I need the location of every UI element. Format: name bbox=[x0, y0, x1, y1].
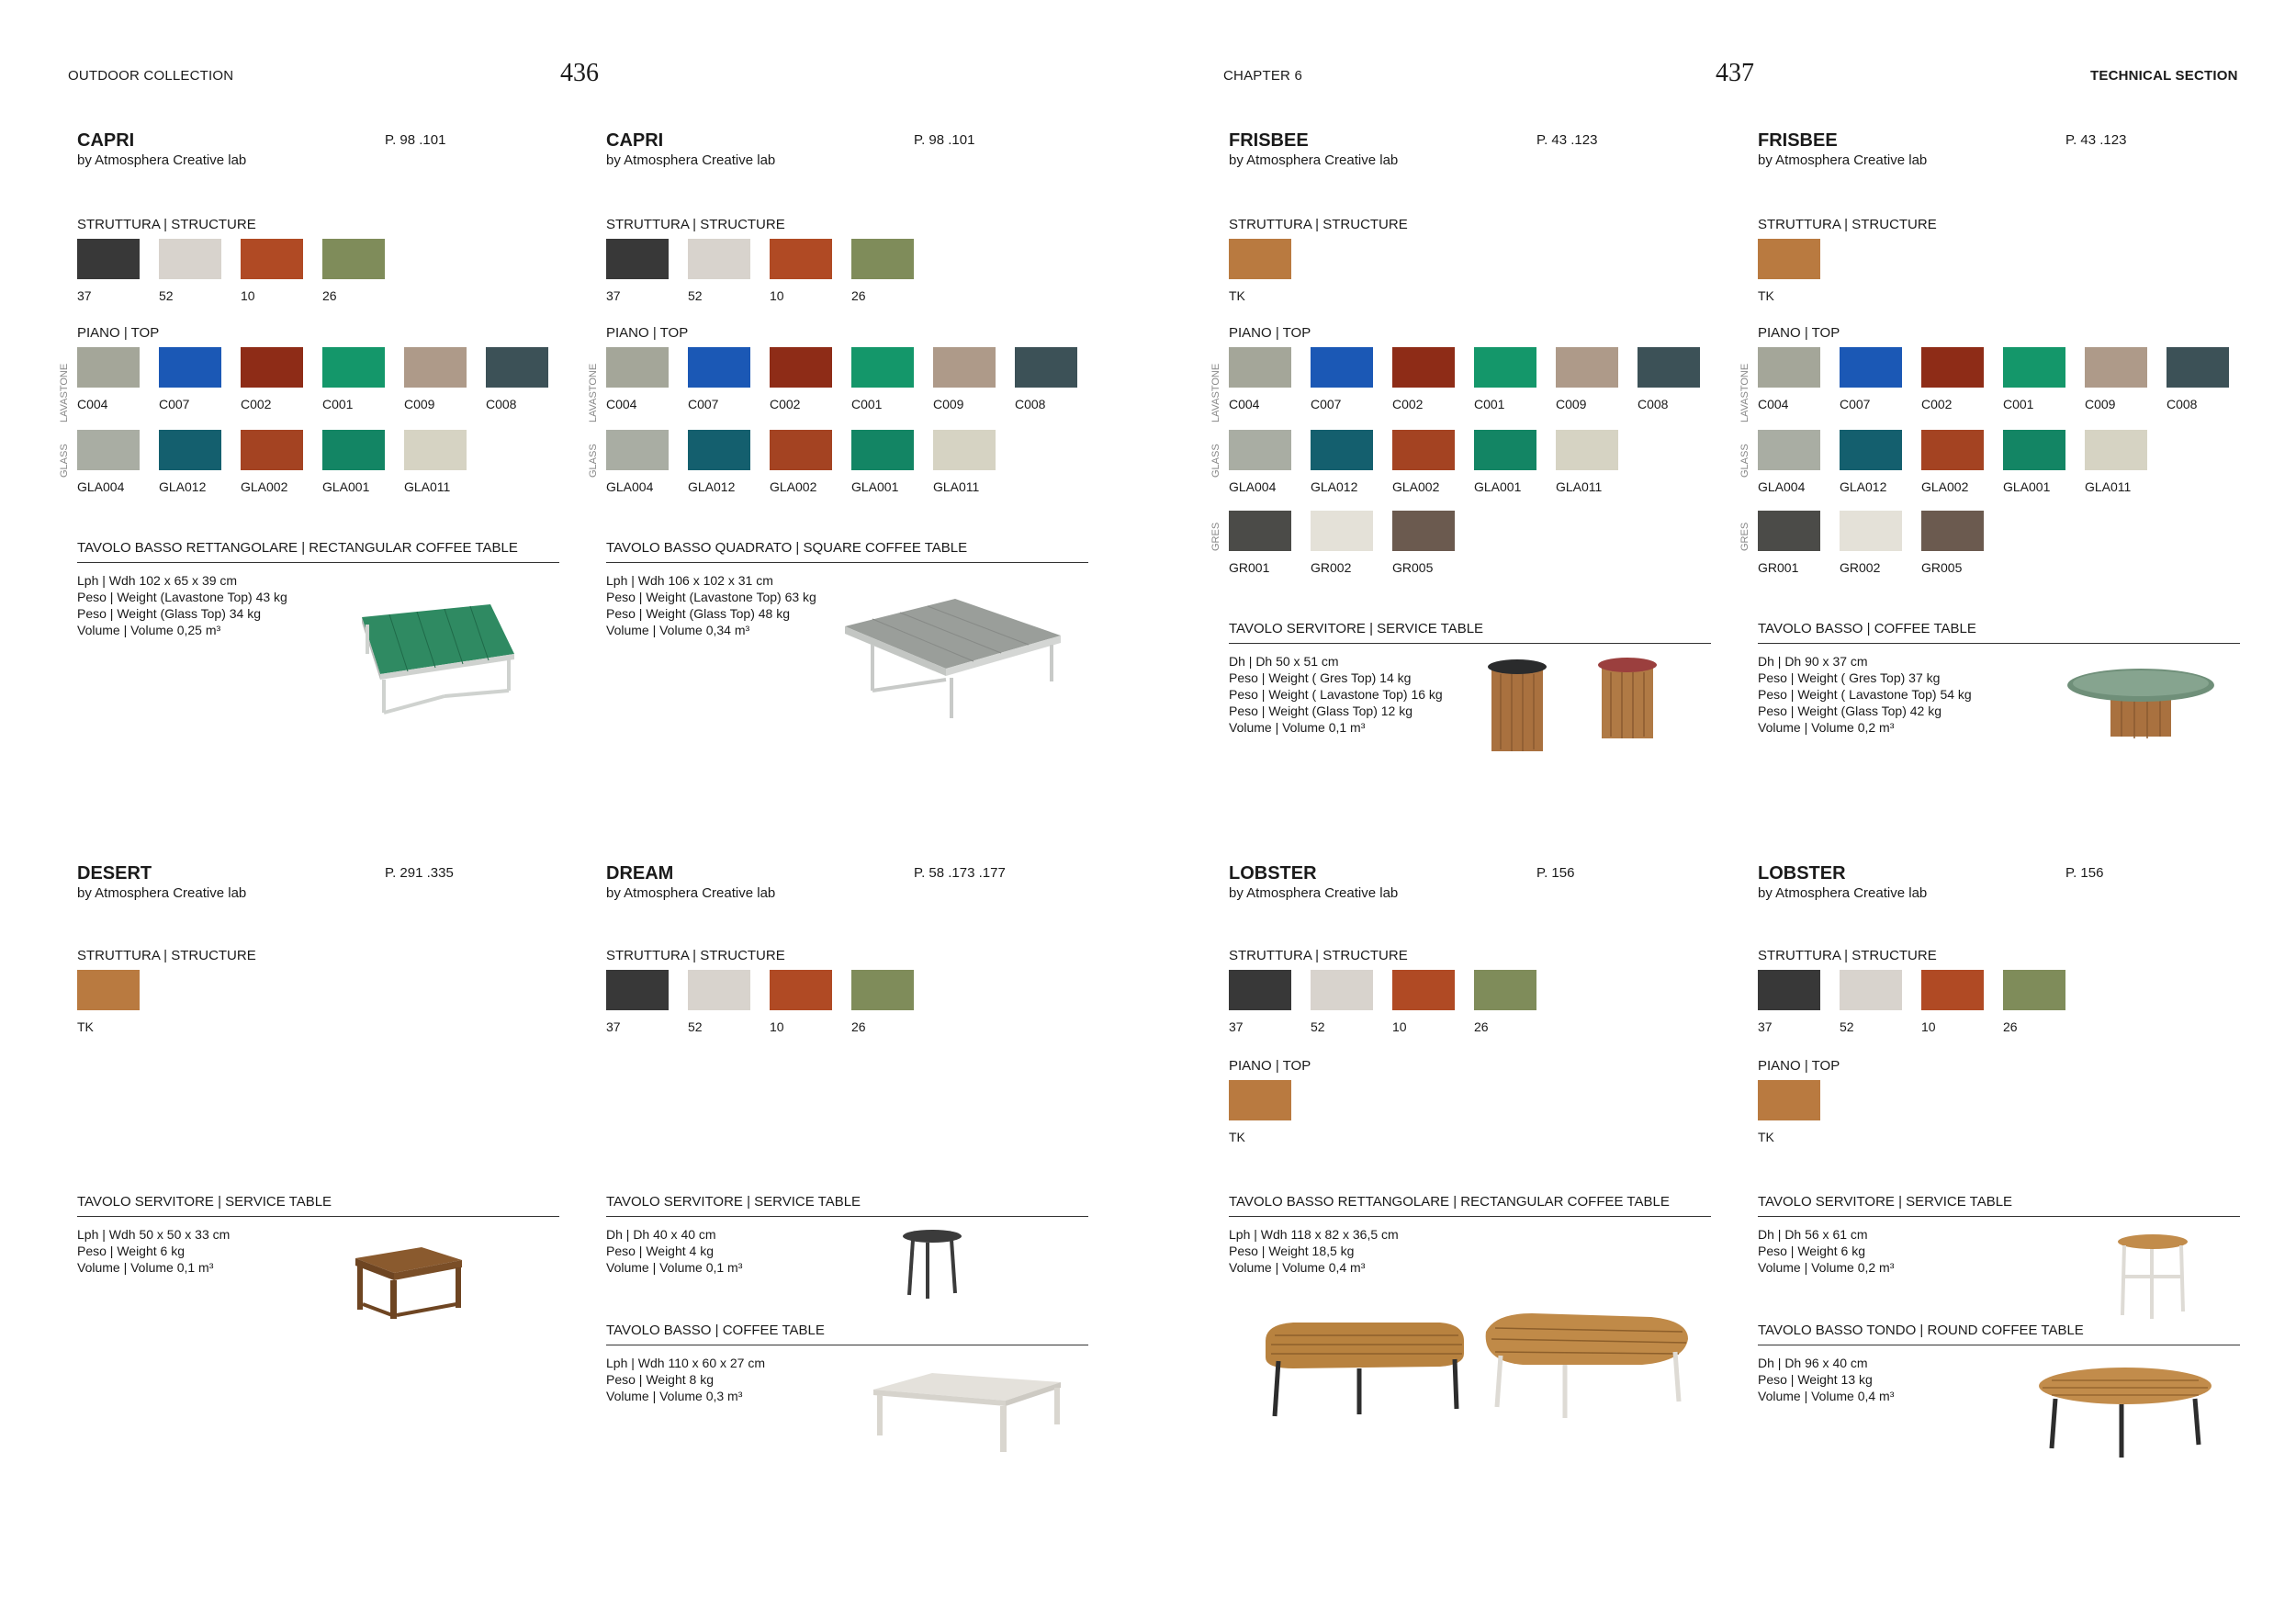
swatch-code: GLA002 bbox=[1921, 479, 1969, 494]
swatch-code: GLA001 bbox=[851, 479, 899, 494]
lavastone-side-label: LAVASTONE bbox=[588, 363, 599, 422]
swatch-c001 bbox=[851, 347, 914, 388]
spec-line: Dh | Dh 90 x 37 cm bbox=[1758, 654, 1868, 669]
swatch-gla012 bbox=[1840, 430, 1902, 470]
structure-label: STRUTTURA | STRUCTURE bbox=[77, 948, 256, 963]
swatch-37 bbox=[77, 239, 140, 279]
swatch-gr005 bbox=[1392, 511, 1455, 551]
swatch-c001 bbox=[322, 347, 385, 388]
swatch-gla012 bbox=[1311, 430, 1373, 470]
swatch-26 bbox=[322, 239, 385, 279]
product-image bbox=[868, 1364, 1065, 1456]
swatch-c004 bbox=[77, 347, 140, 388]
product-designer: by Atmosphera Creative lab bbox=[1229, 885, 1399, 901]
top-label: PIANO | TOP bbox=[1229, 325, 1311, 341]
swatch-code: GLA002 bbox=[241, 479, 288, 494]
page-reference: P. 156 bbox=[2065, 865, 2104, 881]
swatch-gr001 bbox=[1758, 511, 1820, 551]
spec-line: Peso | Weight 18,5 kg bbox=[1229, 1244, 1355, 1258]
swatch-gla004 bbox=[1229, 430, 1291, 470]
swatch-tk bbox=[1229, 239, 1291, 279]
product-spec bbox=[1229, 1194, 1711, 1276]
swatch-code: C007 bbox=[159, 397, 190, 411]
swatch-52 bbox=[1311, 970, 1373, 1010]
swatch-gla004 bbox=[77, 430, 140, 470]
swatch-code: 10 bbox=[1921, 1019, 1936, 1034]
swatch-code: 10 bbox=[1392, 1019, 1407, 1034]
glass-side-label: GLASS bbox=[1739, 444, 1750, 478]
product-designer: by Atmosphera Creative lab bbox=[1758, 152, 1928, 168]
swatch-c004 bbox=[1229, 347, 1291, 388]
page-number-right: 437 bbox=[1716, 59, 1754, 87]
swatch-code: GLA001 bbox=[1474, 479, 1522, 494]
spec-line: Volume | Volume 0,3 m³ bbox=[606, 1389, 743, 1403]
swatch-code: GLA001 bbox=[2003, 479, 2051, 494]
page-reference: P. 43 .123 bbox=[2065, 132, 2127, 148]
swatch-10 bbox=[1392, 970, 1455, 1010]
swatch-code: TK bbox=[1758, 1130, 1774, 1144]
swatch-c004 bbox=[606, 347, 669, 388]
swatch-code: C002 bbox=[241, 397, 272, 411]
product-title: CAPRI bbox=[606, 130, 664, 151]
swatch-gla002 bbox=[1921, 430, 1984, 470]
glass-side-label: GLASS bbox=[59, 444, 70, 478]
swatch-26 bbox=[1474, 970, 1536, 1010]
swatch-37 bbox=[1229, 970, 1291, 1010]
swatch-code: 26 bbox=[2003, 1019, 2018, 1034]
swatch-c008 bbox=[486, 347, 548, 388]
swatch-gr002 bbox=[1311, 511, 1373, 551]
swatch-code: GLA012 bbox=[688, 479, 736, 494]
swatch-code: GLA004 bbox=[606, 479, 654, 494]
spec-line: Volume | Volume 0,2 m³ bbox=[1758, 1260, 1895, 1275]
swatch-code: TK bbox=[1229, 288, 1245, 303]
spec-line: Volume | Volume 0,1 m³ bbox=[606, 1260, 743, 1275]
spec-line: Peso | Weight 6 kg bbox=[77, 1244, 185, 1258]
swatch-code: GR002 bbox=[1311, 560, 1352, 575]
swatch-gla002 bbox=[1392, 430, 1455, 470]
swatch-37 bbox=[1758, 970, 1820, 1010]
swatch-code: GLA002 bbox=[1392, 479, 1440, 494]
swatch-c002 bbox=[241, 347, 303, 388]
swatch-26 bbox=[851, 239, 914, 279]
product-type-title: TAVOLO SERVITORE | SERVICE TABLE bbox=[1758, 1194, 2240, 1217]
swatch-code: TK bbox=[1229, 1130, 1245, 1144]
product-type-title: TAVOLO SERVITORE | SERVICE TABLE bbox=[1229, 621, 1711, 644]
page-reference: P. 156 bbox=[1536, 865, 1575, 881]
product-designer: by Atmosphera Creative lab bbox=[606, 152, 776, 168]
spec-line: Volume | Volume 0,25 m³ bbox=[77, 623, 221, 637]
swatch-tk bbox=[77, 970, 140, 1010]
swatch-c002 bbox=[770, 347, 832, 388]
swatch-gla011 bbox=[404, 430, 467, 470]
swatch-code: C004 bbox=[606, 397, 637, 411]
spec-line: Peso | Weight (Glass Top) 12 kg bbox=[1229, 704, 1412, 718]
product-title: FRISBEE bbox=[1758, 130, 1838, 151]
product-image bbox=[836, 590, 1065, 727]
swatch-code: 52 bbox=[1311, 1019, 1325, 1034]
lavastone-side-label: LAVASTONE bbox=[59, 363, 70, 422]
swatch-c001 bbox=[1474, 347, 1536, 388]
swatch-code: C002 bbox=[1921, 397, 1953, 411]
swatch-c002 bbox=[1921, 347, 1984, 388]
swatch-code: GR005 bbox=[1392, 560, 1434, 575]
swatch-code: GLA011 bbox=[933, 479, 980, 494]
glass-side-label: GLASS bbox=[1210, 444, 1221, 478]
product-title: LOBSTER bbox=[1229, 863, 1317, 884]
swatch-c009 bbox=[2085, 347, 2147, 388]
swatch-code: GLA011 bbox=[2085, 479, 2132, 494]
product-title: DESERT bbox=[77, 863, 152, 884]
product-type-title: TAVOLO BASSO TONDO | ROUND COFFEE TABLE bbox=[1758, 1323, 2240, 1345]
product-type-title: TAVOLO SERVITORE | SERVICE TABLE bbox=[606, 1194, 1088, 1217]
swatch-code: GLA011 bbox=[1556, 479, 1603, 494]
spec-line: Lph | Wdh 118 x 82 x 36,5 cm bbox=[1229, 1227, 1399, 1242]
swatch-code: TK bbox=[77, 1019, 94, 1034]
swatch-gla011 bbox=[2085, 430, 2147, 470]
product-title: CAPRI bbox=[77, 130, 135, 151]
swatch-code: GR001 bbox=[1229, 560, 1270, 575]
swatch-code: 52 bbox=[688, 288, 703, 303]
product-image bbox=[2111, 1231, 2194, 1323]
swatch-code: C001 bbox=[2003, 397, 2034, 411]
swatch-code: 37 bbox=[1758, 1019, 1773, 1034]
product-type-title: TAVOLO BASSO RETTANGOLARE | RECTANGULAR COFFEE TABLE bbox=[77, 540, 559, 563]
product-designer: by Atmosphera Creative lab bbox=[77, 152, 247, 168]
structure-label: STRUTTURA | STRUCTURE bbox=[606, 948, 785, 963]
swatch-gr002 bbox=[1840, 511, 1902, 551]
spec-line: Peso | Weight 4 kg bbox=[606, 1244, 714, 1258]
spec-line: Volume | Volume 0,2 m³ bbox=[1758, 720, 1895, 735]
swatch-c007 bbox=[688, 347, 750, 388]
structure-label: STRUTTURA | STRUCTURE bbox=[1758, 948, 1937, 963]
swatch-gla012 bbox=[688, 430, 750, 470]
swatch-code: C009 bbox=[404, 397, 435, 411]
swatch-code: C009 bbox=[933, 397, 964, 411]
spec-line: Lph | Wdh 110 x 60 x 27 cm bbox=[606, 1356, 766, 1370]
product-title: FRISBEE bbox=[1229, 130, 1309, 151]
swatch-c007 bbox=[159, 347, 221, 388]
swatch-code: TK bbox=[1758, 288, 1774, 303]
page-reference: P. 58 .173 .177 bbox=[914, 865, 1006, 881]
swatch-code: GLA004 bbox=[77, 479, 125, 494]
product-type-title: TAVOLO BASSO RETTANGOLARE | RECTANGULAR COFFEE TABLE bbox=[1229, 1194, 1711, 1217]
spec-line: Volume | Volume 0,1 m³ bbox=[1229, 720, 1366, 735]
spec-line: Peso | Weight ( Gres Top) 14 kg bbox=[1229, 670, 1412, 685]
page-reference: P. 98 .101 bbox=[385, 132, 446, 148]
swatch-gla011 bbox=[1556, 430, 1618, 470]
swatch-code: C007 bbox=[1311, 397, 1342, 411]
swatch-code: GLA001 bbox=[322, 479, 370, 494]
spec-line: Lph | Wdh 50 x 50 x 33 cm bbox=[77, 1227, 231, 1242]
lavastone-side-label: LAVASTONE bbox=[1739, 363, 1750, 422]
swatch-code: GR005 bbox=[1921, 560, 1963, 575]
swatch-c008 bbox=[1015, 347, 1077, 388]
spec-line: Peso | Weight (Glass Top) 42 kg bbox=[1758, 704, 1941, 718]
swatch-10 bbox=[241, 239, 303, 279]
product-image bbox=[307, 599, 518, 718]
swatch-code: 26 bbox=[851, 1019, 866, 1034]
swatch-c004 bbox=[1758, 347, 1820, 388]
spec-line: Dh | Dh 56 x 61 cm bbox=[1758, 1227, 1868, 1242]
product-image bbox=[2033, 1364, 2217, 1460]
swatch-code: C001 bbox=[322, 397, 354, 411]
product-image bbox=[1238, 1304, 1697, 1424]
product-title: LOBSTER bbox=[1758, 863, 1846, 884]
spec-line: Peso | Weight ( Gres Top) 37 kg bbox=[1758, 670, 1941, 685]
swatch-tk bbox=[1758, 239, 1820, 279]
swatch-code: C007 bbox=[688, 397, 719, 411]
structure-label: STRUTTURA | STRUCTURE bbox=[77, 217, 256, 232]
product-spec bbox=[77, 1194, 559, 1276]
top-label: PIANO | TOP bbox=[77, 325, 160, 341]
structure-label: STRUTTURA | STRUCTURE bbox=[1229, 948, 1408, 963]
swatch-code: C001 bbox=[851, 397, 883, 411]
product-spec-service bbox=[606, 1194, 1088, 1276]
top-label: PIANO | TOP bbox=[1758, 1058, 1840, 1074]
spec-line: Peso | Weight ( Lavastone Top) 54 kg bbox=[1758, 687, 1972, 702]
swatch-code: GLA012 bbox=[159, 479, 207, 494]
swatch-c007 bbox=[1840, 347, 1902, 388]
swatch-code: 52 bbox=[688, 1019, 703, 1034]
swatch-c002 bbox=[1392, 347, 1455, 388]
product-image bbox=[2061, 661, 2217, 744]
swatch-52 bbox=[688, 970, 750, 1010]
spec-line: Lph | Wdh 102 x 65 x 39 cm bbox=[77, 573, 238, 588]
product-image bbox=[348, 1240, 467, 1323]
spec-line: Peso | Weight (Glass Top) 34 kg bbox=[77, 606, 261, 621]
spec-line: Peso | Weight (Lavastone Top) 63 kg bbox=[606, 590, 816, 604]
swatch-code: C001 bbox=[1474, 397, 1505, 411]
product-designer: by Atmosphera Creative lab bbox=[1229, 152, 1399, 168]
swatch-code: GR001 bbox=[1758, 560, 1799, 575]
top-label: PIANO | TOP bbox=[606, 325, 689, 341]
swatch-gr001 bbox=[1229, 511, 1291, 551]
swatch-gla001 bbox=[851, 430, 914, 470]
swatch-c009 bbox=[933, 347, 996, 388]
product-type-title: TAVOLO BASSO QUADRATO | SQUARE COFFEE TABLE bbox=[606, 540, 1088, 563]
product-designer: by Atmosphera Creative lab bbox=[606, 885, 776, 901]
swatch-code: 10 bbox=[770, 288, 784, 303]
swatch-code: C004 bbox=[1758, 397, 1789, 411]
swatch-code: C002 bbox=[1392, 397, 1424, 411]
product-image bbox=[900, 1227, 964, 1300]
gres-side-label: GRES bbox=[1210, 522, 1221, 551]
swatch-c001 bbox=[2003, 347, 2065, 388]
swatch-code: 10 bbox=[770, 1019, 784, 1034]
swatch-code: GR002 bbox=[1840, 560, 1881, 575]
swatch-tk bbox=[1758, 1080, 1820, 1120]
section-label: TECHNICAL SECTION bbox=[2090, 68, 2238, 84]
swatch-code: C008 bbox=[1015, 397, 1046, 411]
swatch-gr005 bbox=[1921, 511, 1984, 551]
swatch-code: C004 bbox=[77, 397, 108, 411]
swatch-code: 26 bbox=[1474, 1019, 1489, 1034]
spec-line: Volume | Volume 0,34 m³ bbox=[606, 623, 750, 637]
product-image bbox=[1477, 654, 1679, 755]
lavastone-side-label: LAVASTONE bbox=[1210, 363, 1221, 422]
spec-line: Peso | Weight 8 kg bbox=[606, 1372, 714, 1387]
page-reference: P. 291 .335 bbox=[385, 865, 454, 881]
swatch-26 bbox=[2003, 970, 2065, 1010]
swatch-code: 10 bbox=[241, 288, 255, 303]
page-reference: P. 98 .101 bbox=[914, 132, 975, 148]
swatch-code: 26 bbox=[322, 288, 337, 303]
swatch-10 bbox=[770, 239, 832, 279]
swatch-code: 37 bbox=[77, 288, 92, 303]
glass-side-label: GLASS bbox=[588, 444, 599, 478]
page-number-left: 436 bbox=[560, 59, 599, 87]
top-label: PIANO | TOP bbox=[1229, 1058, 1311, 1074]
swatch-26 bbox=[851, 970, 914, 1010]
swatch-code: GLA012 bbox=[1311, 479, 1358, 494]
swatch-52 bbox=[159, 239, 221, 279]
spec-line: Dh | Dh 50 x 51 cm bbox=[1229, 654, 1339, 669]
spec-line: Lph | Wdh 106 x 102 x 31 cm bbox=[606, 573, 773, 588]
collection-label: OUTDOOR COLLECTION bbox=[68, 68, 234, 84]
product-title: DREAM bbox=[606, 863, 674, 884]
swatch-10 bbox=[770, 970, 832, 1010]
swatch-c009 bbox=[404, 347, 467, 388]
structure-label: STRUTTURA | STRUCTURE bbox=[1758, 217, 1937, 232]
structure-label: STRUTTURA | STRUCTURE bbox=[606, 217, 785, 232]
swatch-gla012 bbox=[159, 430, 221, 470]
product-designer: by Atmosphera Creative lab bbox=[77, 885, 247, 901]
swatch-c007 bbox=[1311, 347, 1373, 388]
swatch-code: C008 bbox=[1638, 397, 1669, 411]
spec-line: Volume | Volume 0,4 m³ bbox=[1758, 1389, 1895, 1403]
swatch-code: C008 bbox=[486, 397, 517, 411]
swatch-gla001 bbox=[322, 430, 385, 470]
swatch-code: 52 bbox=[1840, 1019, 1854, 1034]
swatch-code: 37 bbox=[606, 288, 621, 303]
spec-line: Volume | Volume 0,4 m³ bbox=[1229, 1260, 1366, 1275]
swatch-37 bbox=[606, 239, 669, 279]
swatch-gla004 bbox=[1758, 430, 1820, 470]
swatch-code: GLA011 bbox=[404, 479, 451, 494]
spec-line: Peso | Weight 6 kg bbox=[1758, 1244, 1865, 1258]
swatch-52 bbox=[1840, 970, 1902, 1010]
swatch-code: 52 bbox=[159, 288, 174, 303]
swatch-code: GLA012 bbox=[1840, 479, 1887, 494]
product-type-title: TAVOLO BASSO | COFFEE TABLE bbox=[1758, 621, 2240, 644]
swatch-code: GLA004 bbox=[1229, 479, 1277, 494]
spec-line: Dh | Dh 96 x 40 cm bbox=[1758, 1356, 1868, 1370]
swatch-code: C009 bbox=[2085, 397, 2116, 411]
swatch-code: 26 bbox=[851, 288, 866, 303]
swatch-code: 37 bbox=[606, 1019, 621, 1034]
product-designer: by Atmosphera Creative lab bbox=[1758, 885, 1928, 901]
structure-label: STRUTTURA | STRUCTURE bbox=[1229, 217, 1408, 232]
swatch-c008 bbox=[2167, 347, 2229, 388]
swatch-code: C002 bbox=[770, 397, 801, 411]
swatch-gla001 bbox=[2003, 430, 2065, 470]
swatch-code: GLA002 bbox=[770, 479, 817, 494]
spec-line: Peso | Weight 13 kg bbox=[1758, 1372, 1873, 1387]
swatch-gla002 bbox=[241, 430, 303, 470]
swatch-code: C007 bbox=[1840, 397, 1871, 411]
product-type-title: TAVOLO BASSO | COFFEE TABLE bbox=[606, 1323, 1088, 1345]
spec-line: Volume | Volume 0,1 m³ bbox=[77, 1260, 214, 1275]
swatch-gla004 bbox=[606, 430, 669, 470]
spec-line: Peso | Weight (Glass Top) 48 kg bbox=[606, 606, 790, 621]
swatch-gla011 bbox=[933, 430, 996, 470]
spec-line: Dh | Dh 40 x 40 cm bbox=[606, 1227, 716, 1242]
product-type-title: TAVOLO SERVITORE | SERVICE TABLE bbox=[77, 1194, 559, 1217]
swatch-52 bbox=[688, 239, 750, 279]
page-reference: P. 43 .123 bbox=[1536, 132, 1598, 148]
swatch-code: C008 bbox=[2167, 397, 2198, 411]
swatch-code: C009 bbox=[1556, 397, 1587, 411]
chapter-label: CHAPTER 6 bbox=[1223, 68, 1302, 84]
spec-line: Peso | Weight ( Lavastone Top) 16 kg bbox=[1229, 687, 1443, 702]
gres-side-label: GRES bbox=[1739, 522, 1750, 551]
swatch-10 bbox=[1921, 970, 1984, 1010]
swatch-c008 bbox=[1638, 347, 1700, 388]
swatch-gla002 bbox=[770, 430, 832, 470]
top-label: PIANO | TOP bbox=[1758, 325, 1840, 341]
swatch-gla001 bbox=[1474, 430, 1536, 470]
swatch-c009 bbox=[1556, 347, 1618, 388]
spec-line: Peso | Weight (Lavastone Top) 43 kg bbox=[77, 590, 287, 604]
swatch-code: 37 bbox=[1229, 1019, 1244, 1034]
swatch-37 bbox=[606, 970, 669, 1010]
swatch-code: C004 bbox=[1229, 397, 1260, 411]
swatch-tk bbox=[1229, 1080, 1291, 1120]
swatch-code: GLA004 bbox=[1758, 479, 1806, 494]
